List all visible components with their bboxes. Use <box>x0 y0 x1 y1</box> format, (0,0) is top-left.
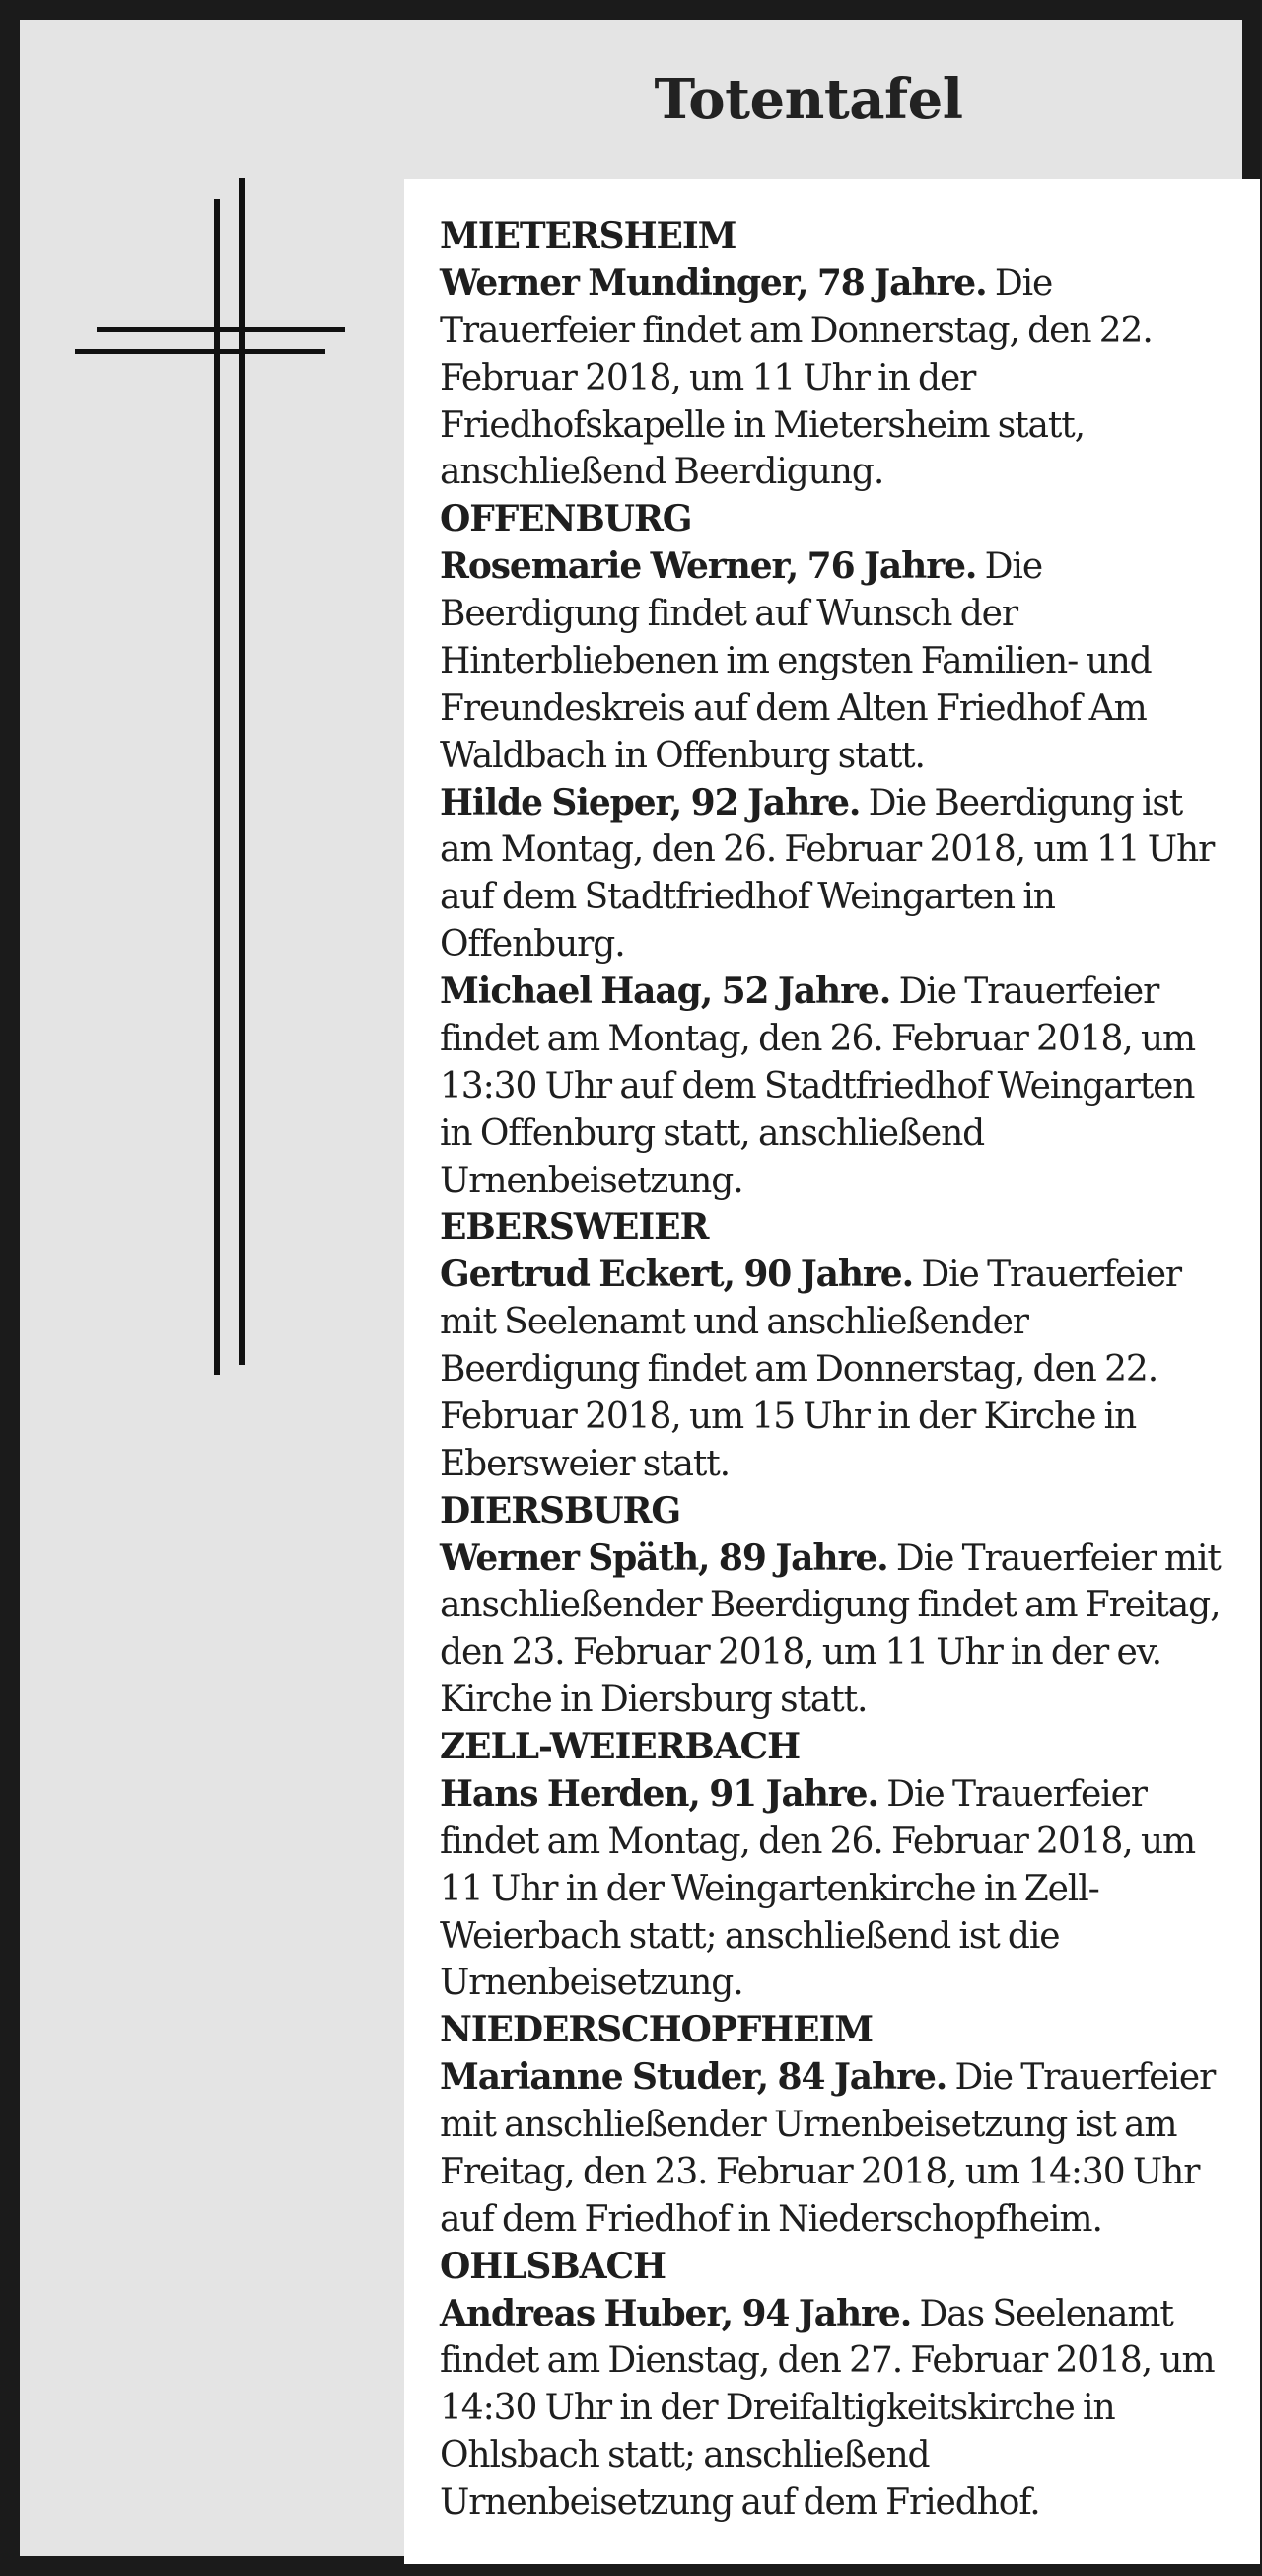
obituary-notice <box>440 1536 1230 1725</box>
notice-text: Die Trauerfeier findet am Montag, den 26. Februar 2018, um 13:30 Uhr auf dem Stadtfriedhof Weingarten in Offenburg statt, anschließend Urnenbeisetzung. <box>440 971 1196 1201</box>
obituary-list <box>404 179 1260 2564</box>
obituary-notice <box>440 1771 1230 2007</box>
place-heading: EBERSWEIER <box>440 1206 709 1249</box>
notice-text: Die Trauerfeier mit anschließender Urnenbeisetzung ist am Freitag, den 23. Februar 2018, um 14:30 Uhr auf dem Friedhof in Niederschopfheim. <box>440 2057 1216 2240</box>
deceased-name: Andreas Huber, 94 Jahre. <box>440 2292 912 2334</box>
place-heading: MIETERSHEIM <box>440 215 736 256</box>
notice-text: Die Trauerfeier mit anschließender Beerdigung findet am Freitag, den 23. Februar 2018, um 11 Uhr in der ev. Kirche in Diersburg statt. <box>440 1538 1221 1721</box>
notice-text: Die Trauerfeier findet am Montag, den 26. Februar 2018, um 11 Uhr in der Weingartenkirche in Zell-Weierbach statt; anschließend ist die Urnenbeisetzung. <box>440 1773 1196 2004</box>
obituary-notice <box>440 2054 1230 2244</box>
obituary-notice <box>440 968 1230 1204</box>
notice-text: Die Beerdigung findet auf Wunsch der Hinterbliebenen im engsten Familien- und Freundeskreis auf dem Alten Friedhof Am Waldbach in Offenburg statt. <box>440 546 1152 776</box>
place-heading: ZELL-WEIERBACH <box>440 1726 801 1767</box>
deceased-name: Hans Herden, 91 Jahre. <box>440 1772 878 1815</box>
notice-text: Die Trauerfeier mit Seelenamt und anschließender Beerdigung findet am Donnerstag, den 22. Februar 2018, um 15 Uhr in der Kirche in Ebersweier statt. <box>440 1254 1182 1484</box>
place-heading: DIERSBURG <box>440 1489 680 1532</box>
deceased-name: Werner Mundinger, 78 Jahre. <box>440 261 987 304</box>
notice-text: Das Seelenamt findet am Dienstag, den 27. Februar 2018, um 14:30 Uhr in der Dreifaltigkeitskirche in Ohlsbach statt; anschließend Urnenbeisetzung auf dem Friedhof. <box>440 2293 1215 2523</box>
cross-icon <box>20 20 404 1400</box>
notice-text: Die Beerdigung ist am Montag, den 26. Februar 2018, um 11 Uhr auf dem Stadtfriedhof Weingarten in Offenburg. <box>440 782 1215 966</box>
deceased-name: Rosemarie Werner, 76 Jahre. <box>440 545 977 588</box>
deceased-name: Gertrud Eckert, 90 Jahre. <box>440 1253 914 1296</box>
place-heading: OFFENBURG <box>440 498 692 540</box>
obituary-entries <box>440 213 1230 2527</box>
page-title: Totentafel <box>654 67 963 132</box>
place-heading: OHLSBACH <box>440 2245 666 2287</box>
deceased-name: Werner Späth, 89 Jahre. <box>440 1537 888 1579</box>
obituary-notice <box>440 1252 1230 1487</box>
obituary-notice <box>440 543 1230 779</box>
deceased-name: Hilde Sieper, 92 Jahre. <box>440 781 861 823</box>
obituary-notice <box>440 260 1230 496</box>
notice-text: Die Trauerfeier findet am Donnerstag, den 22. Februar 2018, um 11 Uhr in der Friedhofskapelle in Mietersheim statt, anschließend Beerdigung. <box>440 262 1153 493</box>
obituary-notice <box>440 2291 1230 2527</box>
place-heading: NIEDERSCHOPFHEIM <box>440 2009 873 2051</box>
obituary-notice <box>440 780 1230 969</box>
deceased-name: Marianne Studer, 84 Jahre. <box>440 2056 947 2099</box>
deceased-name: Michael Haag, 52 Jahre. <box>440 970 891 1012</box>
